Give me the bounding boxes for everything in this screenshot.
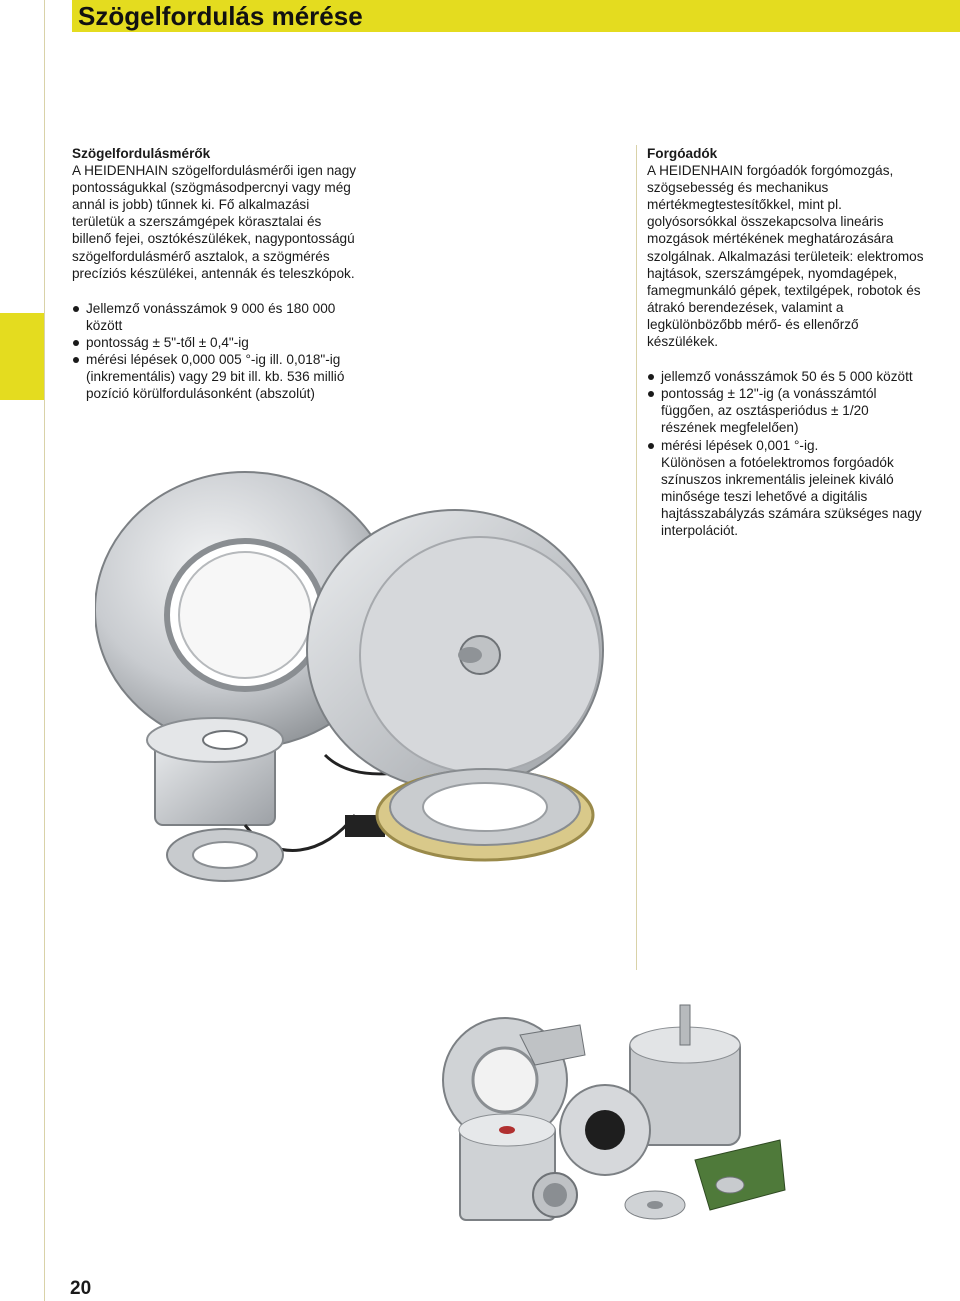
- right-text-column: [647, 145, 927, 539]
- bullet-item: pontosság ± 12"-ig (a vonásszámtól függően, az osztásperiódus ± 1/20 részének megfelelően): [647, 385, 927, 436]
- left-text-column: [72, 145, 362, 402]
- page-number: 20: [70, 1278, 92, 1299]
- angle-encoders-heading: Szögelfordulásmérők: [72, 146, 211, 161]
- rotary-encoders-photo: [430, 995, 790, 1245]
- bullet-item: pontosság ± 5"-től ± 0,4"-ig: [72, 334, 362, 351]
- rotary-encoders-bullet-list: [647, 368, 927, 453]
- rotary-encoders-note: Különösen a fotóelektromos forgóadók színuszos inkrementális jeleinek kiváló minősége teszi lehetővé a digitális hajtásszabályzás számára szükséges nagy interpolációt.: [661, 454, 922, 538]
- bullet-item: Jellemző vonásszámok 9 000 és 180 000 között: [72, 300, 362, 334]
- rotary-encoders-heading: Forgóadók: [647, 146, 718, 161]
- column-divider-rule: [636, 145, 637, 970]
- angle-encoders-bullet-list: [72, 300, 362, 403]
- angle-encoders-photo: [95, 455, 605, 895]
- title-bar: [72, 0, 960, 32]
- bullet-item: mérési lépések 0,000 005 °-ig ill. 0,018"-ig (inkrementális) vagy 29 bit ill. kb. 536 millió pozíció körülfordulásonként (abszolút): [72, 351, 362, 402]
- bullet-item: jellemző vonásszámok 50 és 5 000 között: [647, 368, 927, 385]
- bullet-item: mérési lépések 0,001 °-ig.: [647, 437, 927, 454]
- page-title: Szögelfordulás mérése: [78, 1, 363, 31]
- rotary-encoders-body: A HEIDENHAIN forgóadók forgómozgás, szögsebesség és mechanikus mértékmegtestesítőkkel, mint pl. golyósorsókkal összekapcsolva lineáris mozgások mértékének meghatározására szolgálnak. Alkalmazási területeik: elektromos hajtások, szerszámgépek, nyomdagépek, famegmunkáló gépek, textilgépek, robotok és átrakó berendezések, valamint a legkülönbözőbb mérő- és ellenőrző készülékek.: [647, 163, 924, 350]
- section-tab-marker: [0, 313, 44, 400]
- left-margin-rule: [44, 0, 45, 1301]
- angle-encoders-body: A HEIDENHAIN szögelfordulásmérői igen nagy pontosságukkal (szögmásodpercnyi vagy még annál is jobb) tűnnek ki. Fő alkalmazási területük a szerszámgépek körasztalai és billenő fejei, osztókészülékek, nagypontosságú szögelfordulásmérő asztalok, a szögmérés precíziós készülékei, antennák és teleszkópok.: [72, 163, 357, 281]
